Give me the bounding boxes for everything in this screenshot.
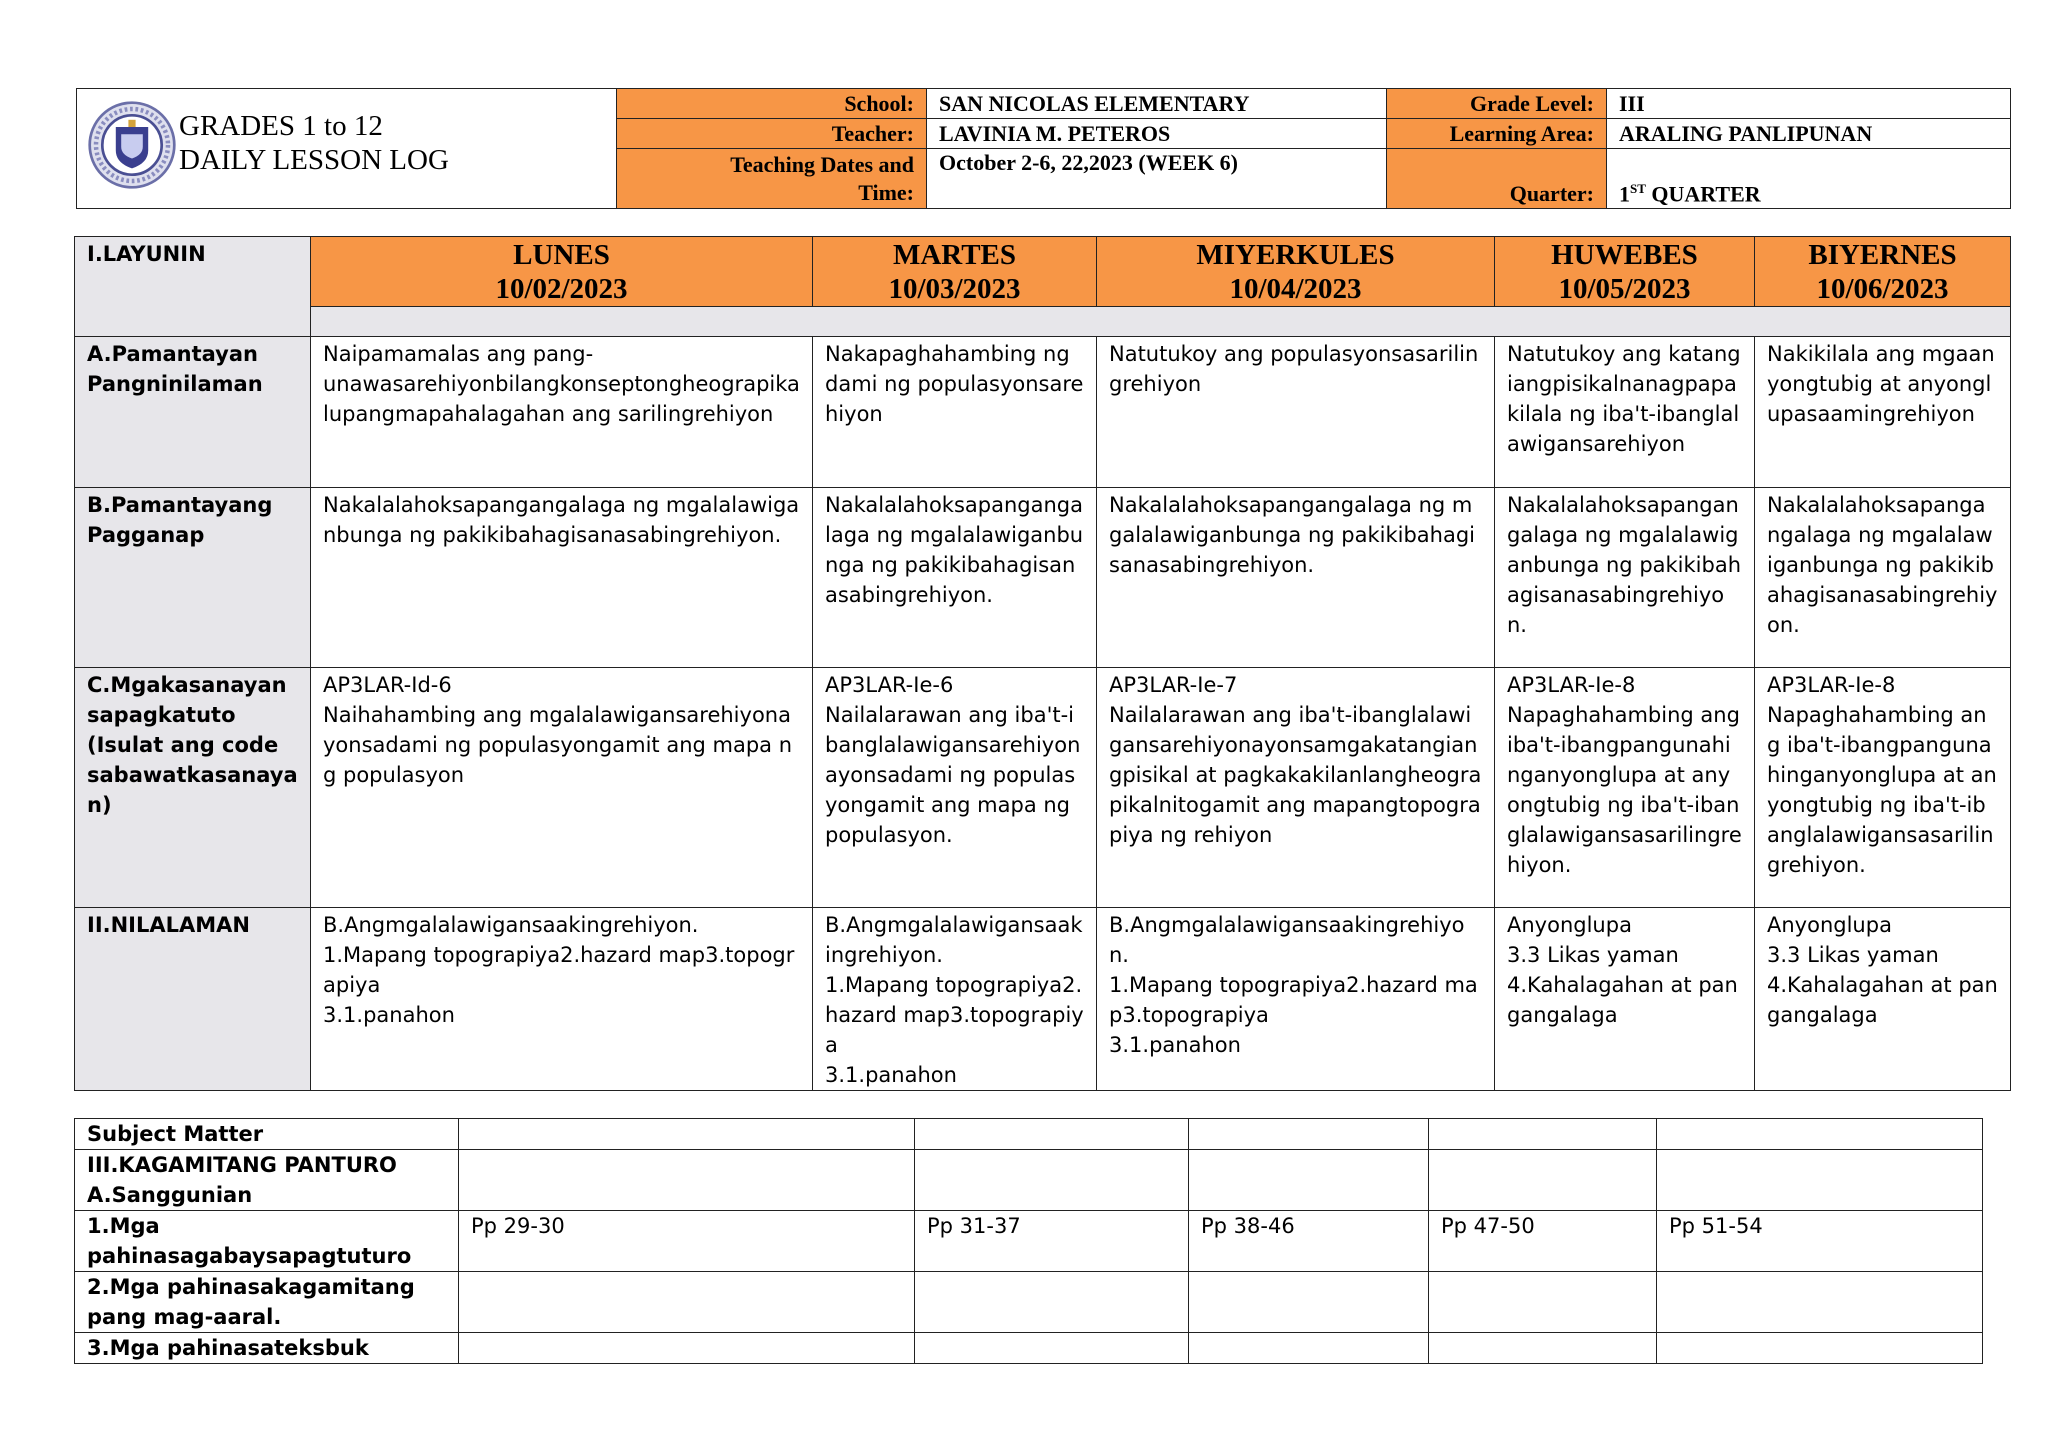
table-cell: Pp 47-50 <box>1429 1211 1657 1272</box>
table-cell <box>915 1333 1189 1364</box>
table-cell <box>1657 1272 1983 1333</box>
day-name: BIYERNES <box>1808 239 1957 271</box>
table-cell <box>915 1119 1189 1150</box>
table-cell: B.Angmgalalawigansaakingrehiyon. 1.Mapang topograpiya2.hazard map3.topograpiya 3.1.panahon <box>813 908 1097 1091</box>
title-line-2: DAILY LESSON LOG <box>179 144 449 176</box>
table-cell: Naipamamalas ang pang- unawasarehiyonbilangkonseptongheograpikalupangmapahalagahan ang sarilingrehiyon <box>311 337 813 488</box>
document-title <box>179 109 449 177</box>
learning-area-label: Learning Area: <box>1387 119 1607 149</box>
table-cell <box>1189 1150 1429 1211</box>
day-date: 10/06/2023 <box>1816 273 1949 305</box>
teacher-value: LAVINIA M. PETEROS <box>927 119 1387 149</box>
table-cell: Anyonglupa 3.3 Likas yaman 4.Kahalagahan at pangangalaga <box>1495 908 1755 1091</box>
teksbuk-label: 3.Mga pahinasateksbuk <box>75 1333 459 1364</box>
day-header-huwebes <box>1495 237 1755 307</box>
table-cell <box>1189 1333 1429 1364</box>
table-cell: AP3LAR-Ie-8 Napaghahambing ang iba't-ibangpangunahinganyonglupa at anyongtubig ng iba't-ibanglalawigansasarilingrehiyon. <box>1755 668 2011 908</box>
day-date: 10/03/2023 <box>888 273 1021 305</box>
grade-label: Grade Level: <box>1387 89 1607 119</box>
table-cell <box>915 1150 1189 1211</box>
layunin-spacer <box>311 307 2011 337</box>
quarter-text: QUARTER <box>1645 181 1761 206</box>
table-cell: Nakikilala ang mgaanyongtubig at anyonglupasaamingrehiyon <box>1755 337 2011 488</box>
quarter-superscript: ST <box>1630 180 1646 196</box>
table-cell <box>1657 1333 1983 1364</box>
teaching-dates-label-line1: Teaching Dates and <box>730 151 914 177</box>
table-cell: Natutukoy ang katangiangpisikalnanagpapakilala ng iba't-ibanglalawigansarehiyon <box>1495 337 1755 488</box>
day-header-lunes <box>311 237 813 307</box>
table-cell <box>1189 1272 1429 1333</box>
day-header-martes <box>813 237 1097 307</box>
table-cell <box>1429 1272 1657 1333</box>
table-cell: Pp 51-54 <box>1657 1211 1983 1272</box>
table-cell: AP3LAR-Ie-7 Nailalarawan ang iba't-ibanglalawigansarehiyonayonsamgakatangiangpisikal at pagkakakilanlangheograpikalnitogamit ang mapangtopograpiya ng rehiyon <box>1097 668 1495 908</box>
table-cell: Pp 29-30 <box>459 1211 915 1272</box>
school-value: SAN NICOLAS ELEMENTARY <box>927 89 1387 119</box>
nilalaman-label: II.NILALAMAN <box>75 908 311 1091</box>
table-cell <box>1657 1119 1983 1150</box>
table-cell: B.Angmgalalawigansaakingrehiyon. 1.Mapang topograpiya2.hazard map3.topograpiya 3.1.panahon <box>311 908 813 1091</box>
teaching-dates-label <box>617 149 927 209</box>
learning-area-value: ARALING PANLIPUNAN <box>1607 119 2011 149</box>
kagamitang-table <box>74 1118 1983 1364</box>
grade-value: III <box>1607 89 2011 119</box>
table-cell: Nakapaghahambing ng dami ng populasyonsarehiyon <box>813 337 1097 488</box>
day-header-biyernes <box>1755 237 2011 307</box>
table-cell <box>459 1333 915 1364</box>
day-date: 10/02/2023 <box>495 273 628 305</box>
lesson-log-table <box>74 236 2011 1091</box>
table-cell: AP3LAR-Ie-8 Napaghahambing ang iba't-ibangpangunahinganyonglupa at anyongtubig ng iba't-ibanglalawigansasarilingrehiyon. <box>1495 668 1755 908</box>
day-header-miyerkules <box>1097 237 1495 307</box>
day-name: MIYERKULES <box>1196 239 1395 271</box>
logo-cell <box>77 89 617 209</box>
table-cell: AP3LAR-Id-6 Naihahambing ang mgalalawigansarehiyonayonsadami ng populasyongamit ang mapa ng populasyon <box>311 668 813 908</box>
gabay-guro-label: 1.Mga pahinasagabaysapagtuturo <box>75 1211 459 1272</box>
kagamitang-panturo-label: III.KAGAMITANG PANTURO A.Sanggunian <box>75 1150 459 1211</box>
title-line-1: GRADES 1 to 12 <box>179 110 383 142</box>
table-cell: Pp 38-46 <box>1189 1211 1429 1272</box>
table-cell <box>1429 1333 1657 1364</box>
table-cell <box>1429 1119 1657 1150</box>
header-table <box>76 88 2011 209</box>
table-cell: Nakalalahoksapangangalaga ng mgalalawiganbunga ng pakikibahagisanasabingrehiyon. <box>1495 488 1755 668</box>
pamantayang-pagganap-label: B.Pamantayang Pagganap <box>75 488 311 668</box>
quarter-value <box>1607 149 2011 209</box>
quarter-label: Quarter: <box>1387 149 1607 209</box>
table-cell <box>459 1272 915 1333</box>
day-name: LUNES <box>513 239 610 271</box>
table-cell: Natutukoy ang populasyonsasarilingrehiyon <box>1097 337 1495 488</box>
table-cell: Nakalalahoksapangangalaga ng mgalalawiganbunga ng pakikibahagisanasabingrehiyon. <box>1755 488 2011 668</box>
deped-seal-icon <box>87 100 177 190</box>
subject-matter-label: Subject Matter <box>75 1119 459 1150</box>
mgakasanayan-label: C.Mgakasanayansapagkatuto (Isulat ang code sabawatkasanayan) <box>75 668 311 908</box>
table-cell: AP3LAR-Ie-6 Nailalarawan ang iba't-ibanglalawigansarehiyon ayonsadami ng populasyongamit ang mapa ng populasyon. <box>813 668 1097 908</box>
table-cell <box>1189 1119 1429 1150</box>
day-date: 10/05/2023 <box>1558 273 1691 305</box>
table-cell <box>459 1119 915 1150</box>
table-cell: Nakalalahoksapangangalaga ng mgalalawiganbunga ng pakikibahagisanasabingrehiyon. <box>311 488 813 668</box>
teacher-label: Teacher: <box>617 119 927 149</box>
day-date: 10/04/2023 <box>1229 273 1362 305</box>
kagamitang-magaaral-label: 2.Mga pahinasakagamitang pang mag-aaral. <box>75 1272 459 1333</box>
table-cell <box>915 1272 1189 1333</box>
table-cell: Nakalalahoksapangangalaga ng mgalalawiganbunga ng pakikibahagisanasabingrehiyon. <box>813 488 1097 668</box>
day-name: MARTES <box>892 239 1017 271</box>
day-name: HUWEBES <box>1551 239 1698 271</box>
school-label: School: <box>617 89 927 119</box>
pamantayan-pangninilaman-label: A.Pamantayan Pangninilaman <box>75 337 311 488</box>
layunin-label: I.LAYUNIN <box>75 237 311 337</box>
table-cell: B.Angmgalalawigansaakingrehiyon. 1.Mapang topograpiya2.hazard map3.topograpiya 3.1.panahon <box>1097 908 1495 1091</box>
table-cell: Anyonglupa 3.3 Likas yaman 4.Kahalagahan at pangangalaga <box>1755 908 2011 1091</box>
quarter-number: 1 <box>1619 181 1630 206</box>
table-cell <box>1657 1150 1983 1211</box>
table-cell <box>1429 1150 1657 1211</box>
table-cell: Nakalalahoksapangangalaga ng mgalalawiganbunga ng pakikibahagisanasabingrehiyon. <box>1097 488 1495 668</box>
table-cell: Pp 31-37 <box>915 1211 1189 1272</box>
teaching-dates-value: October 2-6, 22,2023 (WEEK 6) <box>927 149 1387 209</box>
teaching-dates-label-line2: Time: <box>858 179 914 205</box>
table-cell <box>459 1150 915 1211</box>
